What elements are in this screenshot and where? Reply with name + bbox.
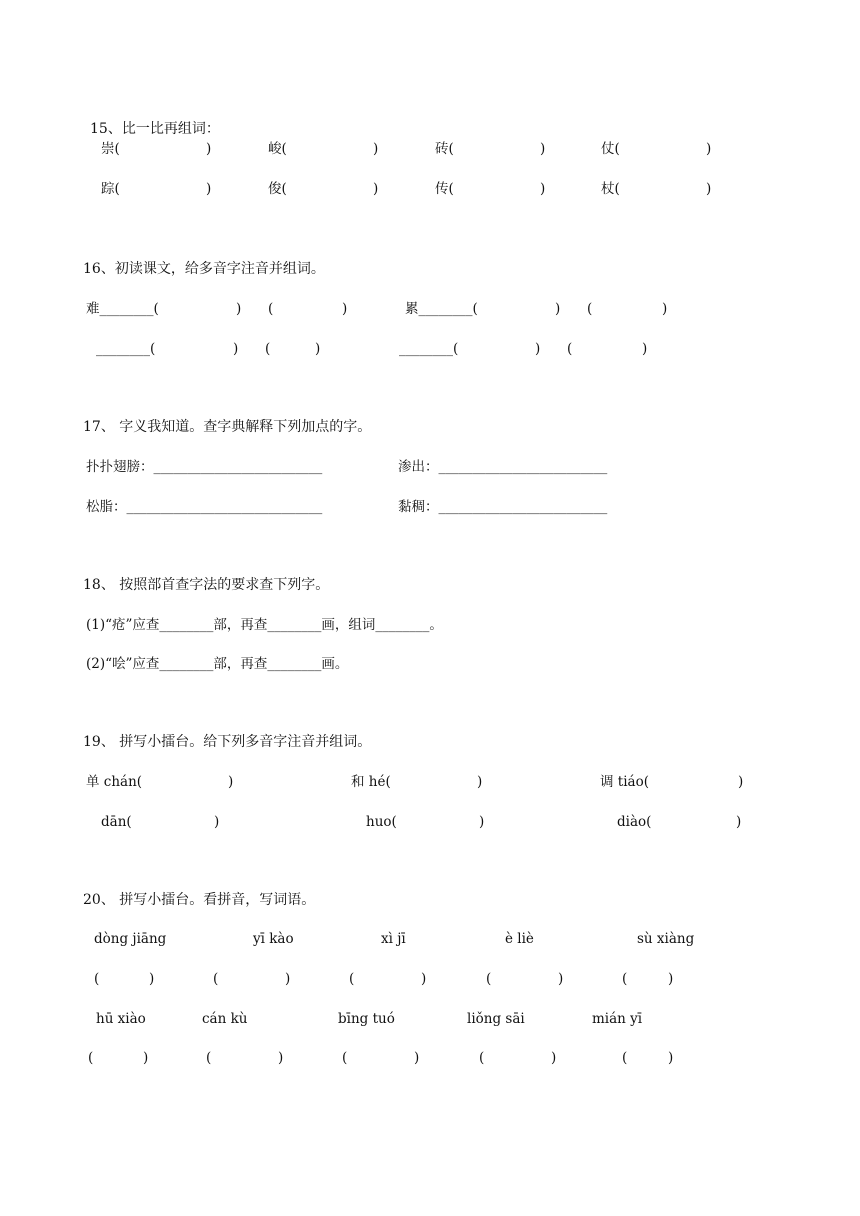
q15-r1-c1-open: 崇( — [101, 141, 120, 157]
q15-r2-c3-close: ) — [540, 181, 546, 197]
q18-title: 18、 按照部首查字法的要求查下列字。 — [83, 577, 330, 593]
q19-title: 19、 拼写小擂台。给下列多音字注音并组词。 — [83, 734, 372, 750]
q15-r1-c3-close: ) — [540, 141, 546, 157]
q17-item-1: 扑扑翅膀：_________________________ — [86, 459, 323, 475]
q19-r2-item2: huo( — [366, 814, 397, 830]
q16-r2-item1: ________( — [96, 341, 156, 357]
q20-r1-b5-open: ( — [622, 971, 628, 987]
q15-r2-c4-close: ) — [706, 181, 712, 197]
q16-r1-item1: 难________( — [86, 301, 159, 317]
q20-r2-b1-open: ( — [88, 1050, 94, 1066]
q19-r1-item3: 调 tiáo( — [600, 774, 649, 790]
q16-r1-item2-close: ) — [342, 301, 348, 317]
q20-r1-b3-open: ( — [349, 971, 355, 987]
q18-line-2: (2)“哙”应查________部，再查________画。 — [86, 656, 349, 672]
q20-r1-b1-open: ( — [94, 971, 100, 987]
q15-r2-c3-open: 传( — [435, 181, 454, 197]
q20-r1-b4-close: ) — [558, 971, 564, 987]
q20-r1-b1-close: ) — [149, 971, 155, 987]
q20-r2-b4-open: ( — [479, 1050, 485, 1066]
q16-r2-item4-open: ( — [567, 341, 573, 357]
q20-r2-b2-close: ) — [278, 1050, 284, 1066]
q16-r2-item3: ________( — [399, 341, 459, 357]
q20-pinyin-4: è liè — [505, 931, 534, 947]
q15-title: 15、比一比再组词： — [90, 121, 220, 137]
q16-r2-item2-open: ( — [265, 341, 271, 357]
q15-r1-c2-close: ) — [373, 141, 379, 157]
q20-r2-b5-open: ( — [622, 1050, 628, 1066]
q17-item-3: 松脂：_____________________________ — [86, 499, 323, 515]
q19-r1-item2-close: ) — [477, 774, 483, 790]
q15-r1-c3-open: 砖( — [435, 141, 454, 157]
q16-r1-item3-close: ) — [555, 301, 561, 317]
q19-r1-item1: 单 chán( — [86, 774, 143, 790]
q20-r1-b3-close: ) — [421, 971, 427, 987]
q19-r2-item1: dān( — [101, 814, 132, 830]
q16-r1-item1-close: ) — [236, 301, 242, 317]
q17-item-2: 渗出：_________________________ — [398, 459, 608, 475]
q16-r2-item1-close: ) — [233, 341, 239, 357]
q15-r2-c4-open: 杖( — [601, 181, 620, 197]
q20-pinyin-6: hū xiào — [96, 1011, 146, 1027]
q19-r2-item3: diào( — [617, 814, 652, 830]
q20-r1-b4-open: ( — [486, 971, 492, 987]
q20-r1-b5-close: ) — [668, 971, 674, 987]
q20-r2-b1-close: ) — [143, 1050, 149, 1066]
q18-line-1: (1)“疮”应查________部，再查________画，组词________。 — [86, 617, 443, 633]
q20-r1-b2-close: ) — [285, 971, 291, 987]
q20-title: 20、 拼写小擂台。看拼音，写词语。 — [83, 892, 316, 908]
q20-r2-b3-open: ( — [342, 1050, 348, 1066]
q15-r1-c1-close: ) — [206, 141, 212, 157]
q19-r1-item2: 和 hé( — [351, 774, 391, 790]
q20-pinyin-2: yī kào — [253, 931, 294, 947]
q15-r1-c4-open: 仗( — [601, 141, 620, 157]
q15-r2-c2-close: ) — [373, 181, 379, 197]
q20-r2-b5-close: ) — [668, 1050, 674, 1066]
q19-r2-item1-close: ) — [214, 814, 220, 830]
q16-title: 16、初读课文，给多音字注音并组词。 — [83, 261, 325, 277]
q16-r1-item3: 累________( — [405, 301, 478, 317]
q15-r2-c1-close: ) — [206, 181, 212, 197]
q16-r2-item3-close: ) — [535, 341, 541, 357]
q15-r2-c1-open: 踪( — [101, 181, 120, 197]
q15-r2-c2-open: 俊( — [268, 181, 287, 197]
q20-pinyin-1: dòng jiāng — [94, 931, 167, 947]
q17-item-4: 黏稠：_________________________ — [398, 499, 608, 515]
q19-r2-item2-close: ) — [479, 814, 485, 830]
q15-r1-c2-open: 峻( — [268, 141, 287, 157]
q16-r2-item4-close: ) — [642, 341, 648, 357]
q19-r1-item3-close: ) — [738, 774, 744, 790]
q20-r1-b2-open: ( — [213, 971, 219, 987]
q20-pinyin-8: bīng tuó — [338, 1011, 395, 1027]
q20-r2-b4-close: ) — [551, 1050, 557, 1066]
q20-r2-b3-close: ) — [414, 1050, 420, 1066]
q16-r1-item4-open: ( — [587, 301, 593, 317]
q19-r2-item3-close: ) — [736, 814, 742, 830]
q20-pinyin-9: liǒng sāi — [467, 1011, 525, 1027]
q20-pinyin-7: cán kù — [202, 1011, 248, 1027]
q20-pinyin-5: sù xiàng — [637, 931, 695, 947]
q15-r1-c4-close: ) — [706, 141, 712, 157]
q16-r2-item2-close: ) — [315, 341, 321, 357]
q20-pinyin-10: mián yī — [592, 1011, 643, 1027]
q16-r1-item4-close: ) — [662, 301, 668, 317]
q17-title: 17、 字义我知道。查字典解释下列加点的字。 — [83, 419, 372, 435]
q20-pinyin-3: xì jī — [381, 931, 406, 947]
q20-r2-b2-open: ( — [206, 1050, 212, 1066]
q16-r1-item2-open: ( — [268, 301, 274, 317]
q19-r1-item1-close: ) — [228, 774, 234, 790]
